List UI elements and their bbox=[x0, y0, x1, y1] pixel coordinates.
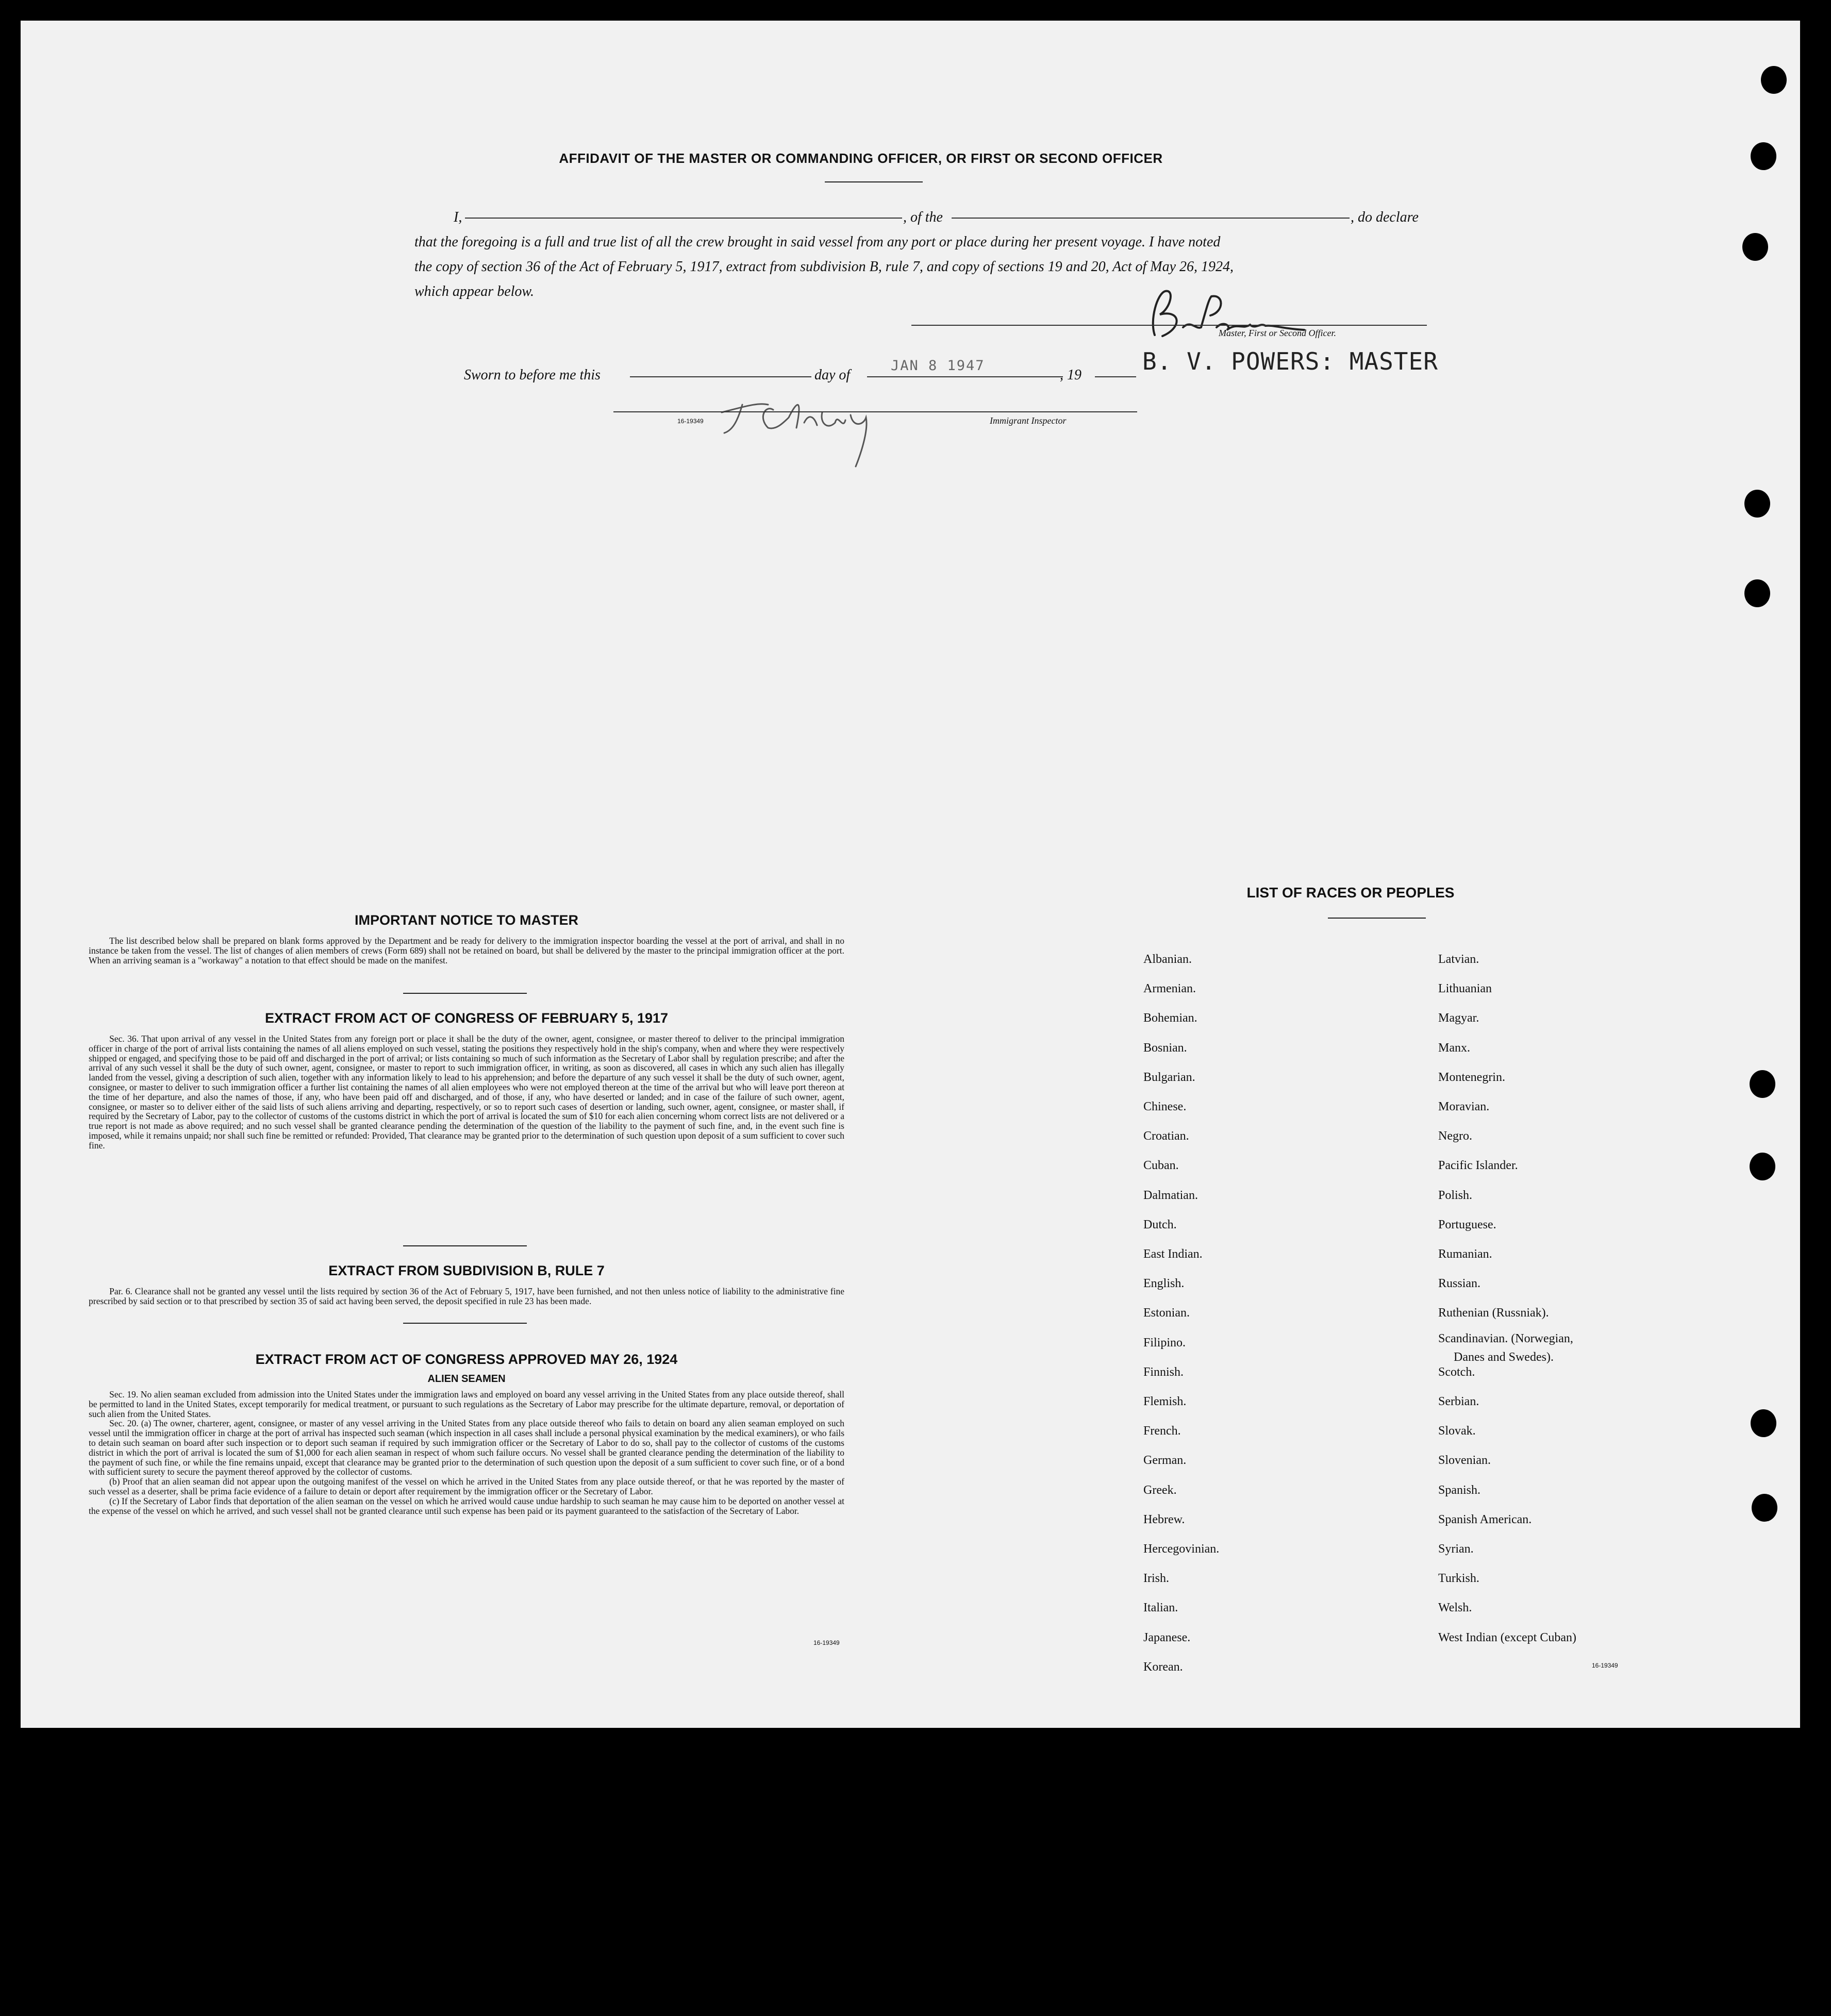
name-blank bbox=[465, 218, 902, 219]
race-item: Negro. bbox=[1438, 1129, 1472, 1143]
punch-hole bbox=[1751, 1409, 1776, 1437]
race-item: Japanese. bbox=[1143, 1630, 1191, 1644]
affidavit-line-4: which appear below. bbox=[414, 284, 535, 299]
document-page bbox=[21, 21, 1800, 1728]
affidavit-declare: , do declare bbox=[1351, 209, 1419, 225]
race-item: Slovenian. bbox=[1438, 1454, 1491, 1468]
race-item: Magyar. bbox=[1438, 1011, 1479, 1025]
inspector-signature-line bbox=[613, 411, 1137, 412]
sec-20c-paragraph: (c) If the Secretary of Labor finds that deportation of the alien seaman on the vessel on which he arrived would cause undue hardship to such seaman he may cause him to be deported on another vessel at the expense of the vessel on which he arrived, and such vessel shall not be granted clearance until such expense has been paid or its payment guaranteed to the satisfaction of the Secretary of Labor. bbox=[89, 1495, 844, 1516]
race-item: Albanian. bbox=[1143, 953, 1192, 966]
race-item: Hebrew. bbox=[1143, 1512, 1185, 1526]
punch-hole bbox=[1752, 1494, 1777, 1522]
race-item: English. bbox=[1143, 1277, 1185, 1291]
race-item: Ruthenian (Russniak). bbox=[1438, 1306, 1549, 1320]
affidavit-title: AFFIDAVIT OF THE MASTER OR COMMANDING OFFICER, OR FIRST OR SECOND OFFICER bbox=[559, 151, 1163, 166]
race-item: Russian. bbox=[1438, 1277, 1481, 1291]
race-item: Polish. bbox=[1438, 1188, 1473, 1202]
race-item: Flemish. bbox=[1143, 1395, 1187, 1408]
race-item: French. bbox=[1143, 1424, 1181, 1438]
affidavit-line-3: the copy of section 36 of the Act of February 5, 1917, extract from subdivision B, rule 7, and copy of sections 19 and 20, Act of May 26, 1924, bbox=[414, 259, 1234, 275]
subdivision-b-title: EXTRACT FROM SUBDIVISION B, RULE 7 bbox=[328, 1263, 605, 1278]
notice-paragraph: The list described below shall be prepared on blank forms approved by the Department and be ready for delivery to the immigration inspector boarding the vessel at the port of arrival, and shall in no instance be taken from the vessel. The list of changes of alien members of crews (Form 689) shall not be retained on board, but shall be delivered by the master to the principal immigration officer at the port. When an arriving seaman is a "workaway" a notation to that effect should be made on the manifest. bbox=[89, 936, 844, 965]
form-number-left: 16-19349 bbox=[813, 1639, 840, 1646]
sec-20b-paragraph: (b) Proof that an alien seaman did not appear upon the outgoing manifest of the vessel on which he arrived in the United States from any place outside thereof, or that he was reported by the master of such vessel as a deserter, shall be prima facie evidence of a failure to detain or deport after requirement by the immigration officer or the Secretary of Labor. bbox=[89, 1476, 844, 1496]
race-item: Dalmatian. bbox=[1143, 1188, 1198, 1202]
affidavit-of-the: , of the bbox=[903, 209, 943, 225]
race-item: Portuguese. bbox=[1438, 1218, 1496, 1231]
extract-1917-divider bbox=[403, 1245, 527, 1246]
sworn-text: Sworn to before me this bbox=[464, 367, 601, 383]
race-item: Hercegovinian. bbox=[1143, 1542, 1220, 1556]
race-item: Bohemian. bbox=[1143, 1011, 1197, 1025]
race-item: Bulgarian. bbox=[1143, 1070, 1195, 1084]
affidavit-line-2: that the foregoing is a full and true list of all the crew brought in said vessel from any port or place during her present voyage. I have noted bbox=[414, 234, 1221, 250]
race-item: Spanish American. bbox=[1438, 1512, 1532, 1526]
inspector-caption: Immigrant Inspector bbox=[990, 415, 1067, 426]
race-item: Korean. bbox=[1143, 1660, 1183, 1674]
race-item: Dutch. bbox=[1143, 1218, 1177, 1231]
race-item: Armenian. bbox=[1143, 982, 1196, 996]
race-item: Serbian. bbox=[1438, 1395, 1479, 1408]
day-of-text: day of bbox=[814, 367, 851, 383]
title-divider bbox=[825, 181, 923, 182]
notice-text bbox=[89, 936, 844, 965]
year-prefix: , 19 bbox=[1060, 367, 1081, 383]
day-blank bbox=[630, 376, 811, 377]
race-item: Montenegrin. bbox=[1438, 1070, 1505, 1084]
race-item: West Indian (except Cuban) bbox=[1438, 1630, 1576, 1644]
punch-hole bbox=[1761, 66, 1787, 94]
race-item: Turkish. bbox=[1438, 1572, 1479, 1586]
race-item: Manx. bbox=[1438, 1041, 1470, 1055]
notice-title: IMPORTANT NOTICE TO MASTER bbox=[355, 912, 578, 928]
subdivision-b-divider bbox=[403, 1323, 527, 1324]
extract-1917-title: EXTRACT FROM ACT OF CONGRESS OF FEBRUARY 5, 1917 bbox=[264, 1010, 669, 1026]
punch-hole bbox=[1751, 142, 1776, 170]
race-item: Cuban. bbox=[1143, 1159, 1179, 1173]
race-item: Bosnian. bbox=[1143, 1041, 1187, 1055]
races-title: LIST OF RACES OR PEOPLES bbox=[1246, 885, 1455, 901]
punch-hole bbox=[1744, 579, 1770, 607]
master-name-stamp: B. V. POWERS: MASTER bbox=[1142, 347, 1438, 375]
race-item: German. bbox=[1143, 1454, 1187, 1468]
master-signature bbox=[1134, 278, 1320, 351]
race-item: Irish. bbox=[1143, 1572, 1169, 1586]
extract-1924-text bbox=[89, 1390, 844, 1515]
extract-1917-text bbox=[89, 1034, 844, 1151]
extract-1924-title: EXTRACT FROM ACT OF CONGRESS APPROVED MAY 26, 1924 bbox=[255, 1352, 678, 1367]
races-divider bbox=[1328, 918, 1426, 919]
punch-hole bbox=[1744, 490, 1770, 518]
race-item: Spanish. bbox=[1438, 1483, 1481, 1497]
inspector-signature bbox=[711, 381, 928, 485]
race-item: Estonian. bbox=[1143, 1306, 1190, 1320]
race-item: Croatian. bbox=[1143, 1129, 1189, 1143]
race-item: Slovak. bbox=[1438, 1424, 1476, 1438]
affidavit-i: I, bbox=[454, 209, 462, 225]
punch-hole bbox=[1750, 1070, 1775, 1098]
form-number-right: 16-19349 bbox=[1592, 1662, 1618, 1669]
sec-19-paragraph: Sec. 19. No alien seaman excluded from admission into the United States under the immigration laws and employed on board any vessel arriving in the United States from any place outside thereof, shall be permitted to land in the United States, except temporarily for medical treatment, or pursuant to such regulations as the Secretary of Labor may prescribe for the ultimate departure, removal, or deportation of such alien from the United States. bbox=[89, 1389, 844, 1419]
race-item: Syrian. bbox=[1438, 1542, 1474, 1556]
master-caption: Master, First or Second Officer. bbox=[1219, 328, 1336, 338]
race-item: Chinese. bbox=[1143, 1100, 1187, 1113]
race-item: Scandinavian. (Norwegian, bbox=[1438, 1331, 1573, 1345]
race-item: Pacific Islander. bbox=[1438, 1159, 1518, 1173]
race-item: Scotch. bbox=[1438, 1365, 1475, 1379]
month-blank bbox=[867, 376, 1063, 377]
sec-20a-paragraph: Sec. 20. (a) The owner, charterer, agent, consignee, or master of any vessel arriving in the United States from any place outside thereof who fails to detain on board any alien seaman employed on such vessel until the immigration officer in charge at the port of arrival has inspected such seaman (which inspection in all cases shall include a personal physical examination by the medical examiners), or who fails to detain such seaman on board after such inspection or to deport such seaman if required by such immigration officer or the Secretary of Labor to do so, shall pay to the collector of customs of the customs district in which the port of arrival is located the sum of $1,000 for each alien seaman in respect of whom such failure occurs. No vessel shall be granted clearance pending the determination of the liability to the payment of such fine, or while the fine remains unpaid, except that clearance may be granted prior to the determination of such question upon the deposit of a sum sufficient to cover such fine, or of a bond with sufficient surety to secure the payment thereof approved by the collector of customs. bbox=[89, 1418, 844, 1477]
race-item: Latvian. bbox=[1438, 953, 1479, 966]
subdivision-b-text bbox=[89, 1287, 844, 1306]
race-item: Danes and Swedes). bbox=[1454, 1350, 1554, 1364]
master-signature-line bbox=[911, 325, 1427, 326]
race-item: Rumanian. bbox=[1438, 1247, 1492, 1261]
punch-hole bbox=[1750, 1153, 1775, 1180]
sec-36-paragraph: Sec. 36. That upon arrival of any vessel in the United States from any foreign port or place it shall be the duty of the owner, agent, consignee, or master thereof to deliver to the principal immigration officer in charge of the port of arrival lists containing the names of all aliens employed on such vessel, stating the positions they respectively hold in the ship's company, when and where they were respectively shipped or engaged, and specifying those to be paid off and discharged in the port of arrival; or lists containing so much of such information as the Secretary of Labor shall by regulation prescribe; and after the arrival of any such vessel it shall be the duty of such owner, agent, consignee, or master to report to such immigration officer, in writing, as soon as discovered, all cases in which any such alien has illegally landed from the vessel, giving a description of such alien, together with any information likely to lead to his apprehension; and before the departure of any such vessel it shall be the duty of such owner, agent, consignee, or master to deliver to such immigration officer a further list containing the names of all alien employees who were not employed thereon at the time of the arrival but who will leave port thereon at the time of her departure, and also the names of those, if any, who have been paid off and discharged, and of those, if any, who have deserted or landed; and in case of the failure of such owner, agent, consignee, or master so to deliver either of the said lists of such aliens arriving and departing, respectively, or so to report such cases of desertion or landing, such owner, agent, consignee, or master shall, if required by the Secretary of Labor, pay to the collector of customs of the customs district in which the port of arrival is located the sum of $10 for each alien concerning whom correct lists are not delivered or a true report is not made as above required; and no such vessel shall be granted clearance pending the determination of the question of the liability to the payment of such fine, and, in the event such fine is imposed, while it remains unpaid; nor shall such fine be remitted or refunded: Provided, That clearance may be granted prior to the determination of such question upon deposit of a sum sufficient to cover such fine. bbox=[89, 1034, 844, 1151]
race-item: Moravian. bbox=[1438, 1100, 1490, 1113]
race-item: Italian. bbox=[1143, 1601, 1178, 1615]
race-item: Lithuanian bbox=[1438, 982, 1492, 996]
vessel-blank bbox=[952, 218, 1350, 219]
par-6-paragraph: Par. 6. Clearance shall not be granted any vessel until the lists required by section 36 of the Act of February 5, 1917, have been furnished, and not then unless notice of liability to the administrative fine prescribed by said section or to that prescribed by section 35 of said act having been served, the deposit specified in rule 23 has been made. bbox=[89, 1286, 844, 1306]
year-blank bbox=[1095, 376, 1136, 377]
race-item: Filipino. bbox=[1143, 1336, 1186, 1349]
form-number-top: 16-19349 bbox=[677, 418, 704, 425]
alien-seamen-subtitle: ALIEN SEAMEN bbox=[427, 1373, 506, 1385]
race-item: Welsh. bbox=[1438, 1601, 1472, 1615]
punch-hole bbox=[1742, 233, 1768, 261]
race-item: Finnish. bbox=[1143, 1365, 1184, 1379]
race-item: Greek. bbox=[1143, 1483, 1177, 1497]
notice-divider bbox=[403, 993, 527, 994]
date-stamp: JAN 8 1947 bbox=[891, 358, 985, 374]
race-item: East Indian. bbox=[1143, 1247, 1203, 1261]
